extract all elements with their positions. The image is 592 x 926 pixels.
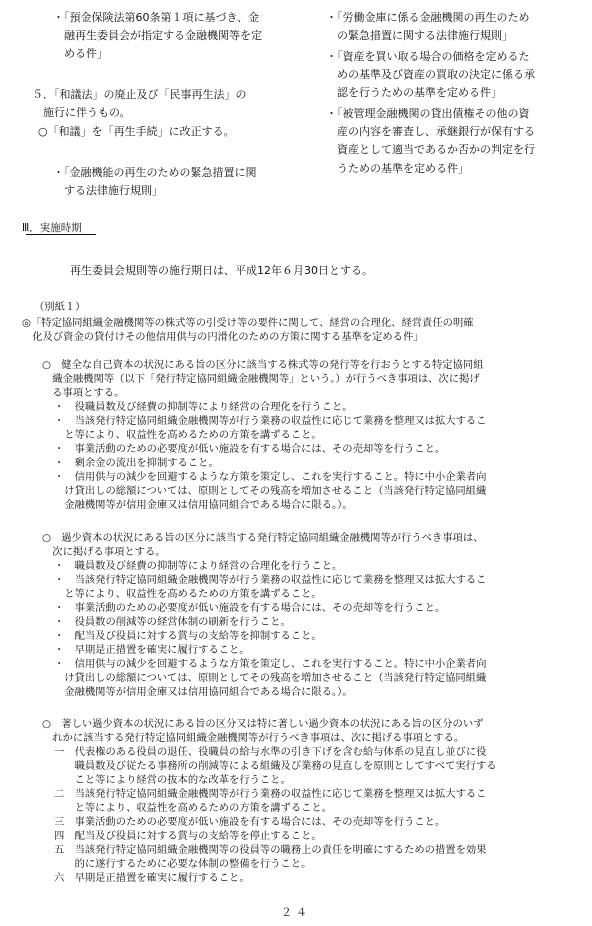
appendix-title-line: 化及び資金の貸付けその他信用供与の円滑化のための方策に関する基準を定める件」 — [22, 331, 424, 343]
appendix-label: （別紙１） — [34, 301, 86, 313]
top-left-line: める件」 — [53, 47, 108, 60]
top-right-line: ・「資産を買い取る場合の価格を定めるた — [326, 50, 530, 63]
block3-line: ○ 著しい過少資本の状況にある旨の区分又は特に著しい過少資本の状況にある旨の区分のいず — [42, 718, 484, 730]
block2-line: と等により、収益性を高めるための方策を講ずること。 — [54, 588, 322, 600]
section-heading-underline — [26, 234, 96, 235]
block2-line: ・ 早期是正措置を確実に履行すること。 — [54, 644, 250, 656]
block3-line: れかに該当する発行特定協同組織金融機関等が行うべき事項は、次に掲げる事項とする。 — [42, 732, 465, 744]
top-right-line: 産の内容を審査し、承継銀行が保有する — [326, 125, 535, 138]
block1-line: ・ 信用供与の減少を回避するような方策を策定し、これを実行すること。特に中小企業者向 — [54, 471, 487, 483]
top-right-line: 認を行うための基準を定める件」 — [326, 86, 502, 99]
top-right-line: ・「労働金庫に係る金融機関の再生のため — [326, 11, 530, 24]
block3-line: 五 当該発行特定協同組織金融機関等の役員等の職務上の責任を明確にするための措置を効果 — [54, 844, 487, 856]
top-right-line: の緊急措置に関する法律施行規則」 — [326, 29, 513, 42]
block2-line: ・ 役員数の削減等の経営体制の刷新を行うこと。 — [54, 616, 291, 628]
top-left-line: する法律施行規則」 — [53, 184, 163, 197]
block2-line: ○ 過少資本の状況にある旨の区分に該当する発行特定協同組織金融機関等が行うべき事項は、 — [42, 532, 484, 544]
block1-line: る事項とする。 — [42, 387, 125, 399]
top-right-line: めの基準及び資産の買取の決定に係る承 — [326, 68, 535, 81]
top-left-line: 施行に伴うもの。 — [32, 106, 131, 119]
block2-line: ・ 信用供与の減少を回避するような方策を策定し、これを実行すること。特に中小企業者向 — [54, 658, 487, 670]
block1-line: ・ 役職員数及び経費の抑制等により経営の合理化を行うこと。 — [54, 401, 353, 413]
top-right-line: 資産として適当であるか否かの判定を行 — [326, 143, 535, 156]
block3-line: 四 配当及び役員に対する賞与の支給等を停止すること。 — [54, 830, 322, 842]
block2-line: ・ 当該発行特定協同組織金融機関等が行う業務の収益性に応じて業務を整理又は拡大するこ — [54, 574, 487, 586]
block1-line: と等により、収益性を高めるための方策を講ずること。 — [54, 429, 322, 441]
section-body: 再生委員会規則等の施行期日は、平成12年６月30日とする。 — [70, 264, 373, 277]
block2-line: ・ 配当及び役員に対する賞与の支給等を抑制すること。 — [54, 630, 322, 642]
block3-line: 二 当該発行特定協同組織金融機関等が行う業務の収益性に応じて業務を整理又は拡大するこ — [54, 788, 487, 800]
page-number: ２４ — [281, 906, 311, 919]
top-left-line: 融再生委員会が指定する金融機関等を定 — [53, 29, 262, 42]
block1-line: け貸出しの総額については、原則としてその残高を増加させること（当該発行特定協同組織 — [54, 485, 487, 497]
block3-line: 六 早期是正措置を確実に履行すること。 — [54, 872, 250, 884]
block3-line: 三 事業活動のための必要度が低い施設を有する場合には、その売却等を行うこと。 — [54, 816, 446, 828]
top-left-line: ・「金融機能の再生のための緊急措置に関 — [53, 166, 257, 179]
top-right-line: ・「被管理金融機関の貸出債権その他の資 — [326, 107, 530, 120]
block2-line: 次に掲げる事項とする。 — [42, 546, 166, 558]
block3-line: こと等により経営の抜本的な改革を行うこと。 — [54, 774, 291, 786]
block2-line: け貸出しの総額については、原則としてその残高を増加させること（当該発行特定協同組織 — [54, 672, 487, 684]
block2-line: ・ 職員数及び経費の抑制等により経営の合理化を行うこと。 — [54, 560, 343, 572]
block1-line: 金融機関等が信用金庫又は信用協同組合である場合に限る。）。 — [54, 499, 353, 511]
block1-line: ・ 剰余金の流出を抑制すること。 — [54, 457, 219, 469]
block1-line: 織金融機関等（以下「発行特定協同組織金融機関等」という。）が行うべき事項は、次に掲げ — [42, 373, 480, 385]
appendix-title-line: ◎「特定協同組織金融機関等の株式等の引受け等の要件に関して、経営の合理化、経営責任の明確 — [22, 317, 474, 329]
top-left-line: ○「和議」を「再生手続」に改正する。 — [38, 125, 235, 138]
top-left-line: ５．「和議法」の廃止及び「民事再生法」の — [32, 88, 247, 101]
section-heading: Ⅲ．実施時期 — [22, 222, 82, 234]
block3-line: 的に遂行するために必要な体制の整備を行うこと。 — [54, 858, 312, 870]
block1-line: ・ 当該発行特定協同組織金融機関等が行う業務の収益性に応じて業務を整理又は拡大するこ — [54, 415, 487, 427]
block3-line: 一 代表権のある役員の退任、役職員の給与水準の引き下げを含む給与体系の見直し並びに役 — [54, 746, 487, 758]
block1-line: ・ 事業活動のための必要度が低い施設を有する場合には、その売却等を行うこと。 — [54, 443, 446, 455]
block3-line: 職員数及び従たる事務所の削減等による組織及び業務の見直しを原則としてすべて実行する — [54, 760, 497, 772]
block2-line: ・ 事業活動のための必要度が低い施設を有する場合には、その売却等を行うこと。 — [54, 602, 446, 614]
block1-line: ○ 健全な自己資本の状況にある旨の区分に該当する株式等の発行等を行おうとする特定協同組 — [42, 359, 484, 371]
block2-line: 金融機関等が信用金庫又は信用協同組合である場合に限る。）。 — [54, 686, 353, 698]
block3-line: と等により、収益性を高めるための方策を講ずること。 — [54, 802, 333, 814]
top-left-line: ・「預金保険法第60条第１項に基づき、金 — [53, 11, 260, 24]
top-right-line: うための基準を定める件」 — [326, 162, 469, 175]
